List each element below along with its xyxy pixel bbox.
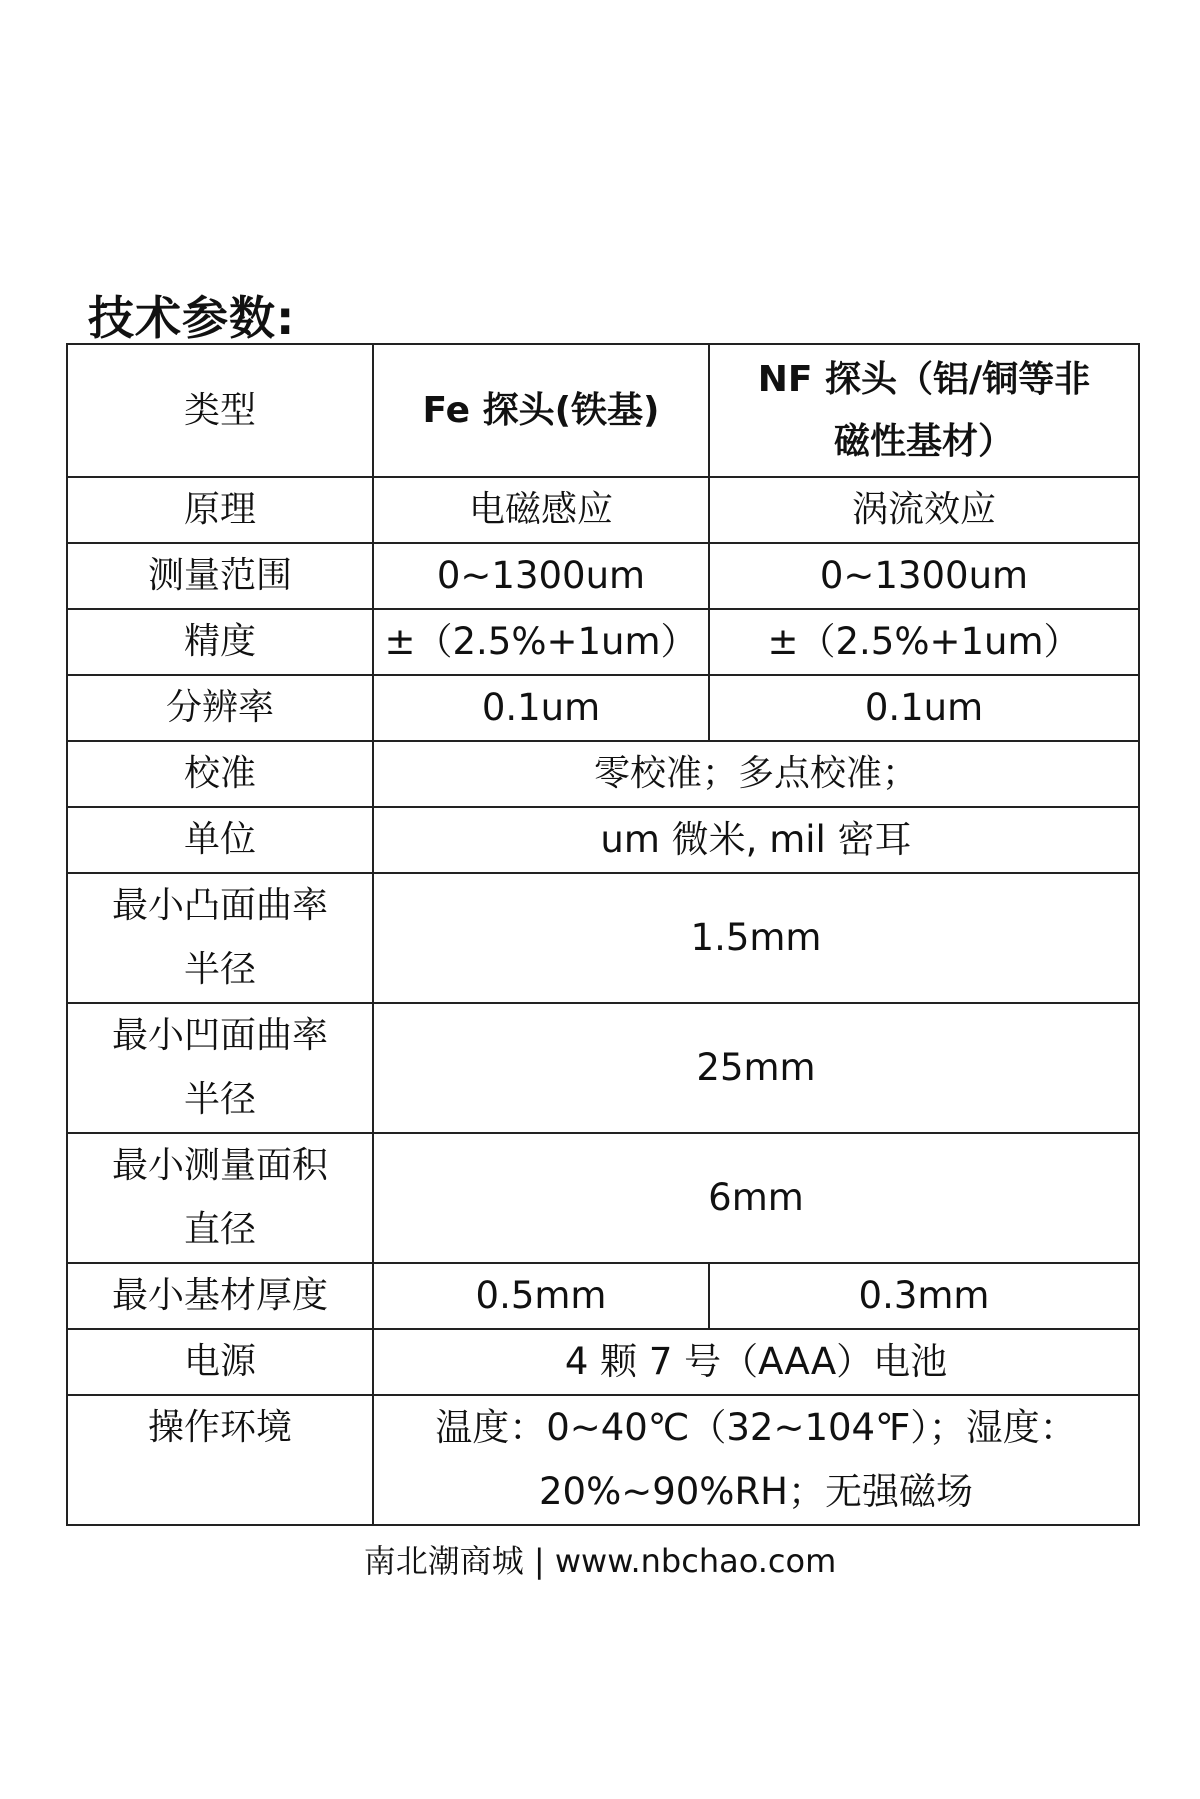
fe-value: 0~1300um	[373, 543, 709, 609]
row-label: 最小测量面积 直径	[67, 1133, 373, 1263]
table-row	[67, 1003, 1139, 1133]
table-row	[67, 807, 1139, 873]
table-row	[67, 873, 1139, 1003]
table-header-row	[67, 344, 1139, 477]
header-fe-probe: Fe 探头(铁基)	[373, 344, 709, 477]
fe-value: 电磁感应	[373, 477, 709, 543]
shared-value: 6mm	[373, 1133, 1139, 1263]
shared-value: 零校准；多点校准；	[373, 741, 1139, 807]
row-label: 最小凹面曲率 半径	[67, 1003, 373, 1133]
table-row	[67, 609, 1139, 675]
table-row	[67, 543, 1139, 609]
row-label: 精度	[67, 609, 373, 675]
nf-value: 0.1um	[709, 675, 1139, 741]
table-row	[67, 741, 1139, 807]
row-label: 分辨率	[67, 675, 373, 741]
fe-value: 0.5mm	[373, 1263, 709, 1329]
nf-value: 0~1300um	[709, 543, 1139, 609]
footer-text: 南北潮商城 | www.nbchao.com	[363, 1542, 837, 1580]
page-title: 技术参数:	[88, 291, 296, 345]
row-label: 操作环境	[67, 1395, 373, 1525]
table-row	[67, 477, 1139, 543]
fe-value: ±（2.5%+1um）	[373, 609, 709, 675]
nf-value: ±（2.5%+1um）	[709, 609, 1139, 675]
shared-value: 1.5mm	[373, 873, 1139, 1003]
row-label: 电源	[67, 1329, 373, 1395]
fe-value: 0.1um	[373, 675, 709, 741]
table-row	[67, 675, 1139, 741]
row-label: 测量范围	[67, 543, 373, 609]
table-row	[67, 1263, 1139, 1329]
header-nf-probe: NF 探头（铝/铜等非 磁性基材）	[709, 344, 1139, 477]
row-label: 最小基材厚度	[67, 1263, 373, 1329]
table-row	[67, 1395, 1139, 1525]
spec-table	[66, 343, 1140, 1526]
header-type: 类型	[67, 344, 373, 477]
nf-value: 涡流效应	[709, 477, 1139, 543]
shared-value: 4 颗 7 号（AAA）电池	[373, 1329, 1139, 1395]
table-row	[67, 1133, 1139, 1263]
shared-value: um 微米, mil 密耳	[373, 807, 1139, 873]
row-label: 原理	[67, 477, 373, 543]
row-label: 单位	[67, 807, 373, 873]
nf-value: 0.3mm	[709, 1263, 1139, 1329]
row-label: 校准	[67, 741, 373, 807]
shared-value: 温度：0~40℃（32~104℉）；湿度： 20%~90%RH；无强磁场	[373, 1395, 1139, 1525]
shared-value: 25mm	[373, 1003, 1139, 1133]
table-row	[67, 1329, 1139, 1395]
row-label: 最小凸面曲率 半径	[67, 873, 373, 1003]
